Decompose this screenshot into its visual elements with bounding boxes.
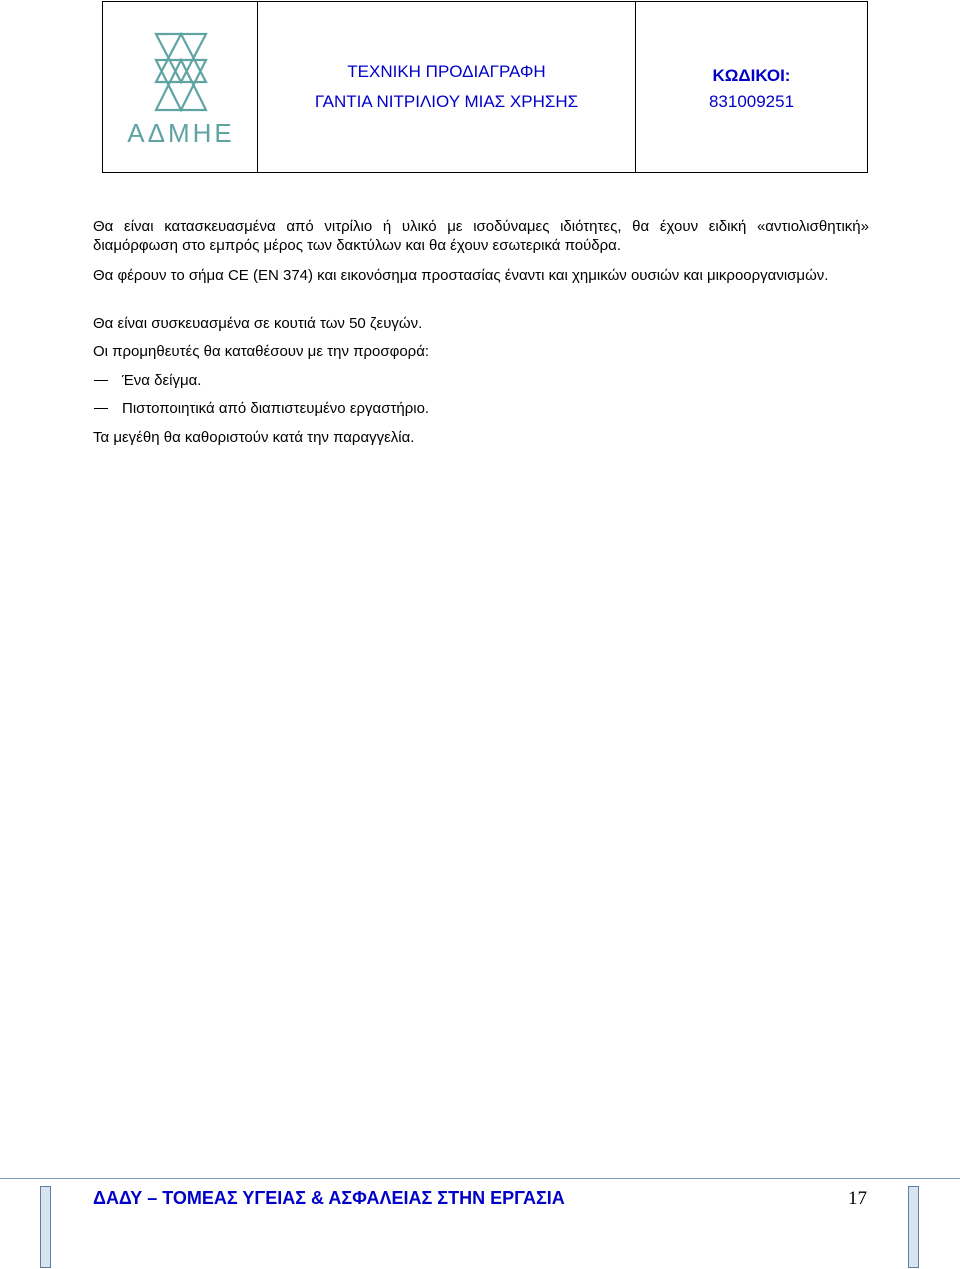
document-title: ΤΕΧΝΙΚΗ ΠΡΟΔΙΑΓΡΑΦΗ bbox=[347, 62, 546, 81]
list-item-text: Ένα δείγμα. bbox=[122, 372, 202, 389]
dash-bullet-icon bbox=[94, 408, 108, 409]
paragraph-sizes: Τα μεγέθη θα καθοριστούν κατά την παραγγελία. bbox=[93, 429, 415, 446]
code-value: 831009251 bbox=[708, 92, 795, 111]
list-item bbox=[93, 399, 429, 418]
footer-department: ΔΑΔΥ – ΤΟΜΕΑΣ ΥΓΕΙΑΣ & ΑΣΦΑΛΕΙΑΣ ΣΤΗΝ ΕΡΓΑΣΙΑ bbox=[93, 1188, 565, 1208]
footer-right-bar bbox=[908, 1186, 919, 1268]
paragraph-ce-mark: Θα φέρουν το σήμα CE (EN 374) και εικονόσημα προστασίας έναντι και χημικών ουσιών και μικροοργανισμών. bbox=[93, 267, 829, 284]
document-subtitle: ΓΑΝΤΙΑ ΝΙΤΡΙΛΙΟΥ ΜΙΑΣ ΧΡΗΣΗΣ bbox=[314, 92, 579, 111]
paragraph-packaging: Θα είναι συσκευασμένα σε κουτιά των 50 ζευγών. bbox=[93, 315, 423, 332]
paragraph-suppliers: Οι προμηθευτές θα καταθέσουν με την προσφορά: bbox=[93, 343, 430, 360]
codes-label: ΚΩΔΙΚΟΙ: bbox=[712, 66, 791, 85]
title-cell bbox=[258, 2, 636, 172]
admie-logo bbox=[121, 22, 241, 147]
list-item bbox=[93, 371, 201, 390]
list-item-text: Πιστοποιητικά από διαπιστευμένο εργαστήριο. bbox=[122, 400, 430, 417]
svg-text:ΑΔΜΗΕ: ΑΔΜΗΕ bbox=[127, 118, 235, 147]
header-table bbox=[102, 1, 868, 173]
code-cell bbox=[636, 2, 867, 172]
paragraph-materials: Θα είναι κατασκευασμένα από νιτρίλιο ή υλικό με ισοδύναμες ιδιότητες, θα έχουν ειδική «αντιολισθητική» διαμόρφωση στο εμπρός μέρος των δακτύλων και θα έχουν εσωτερικά πούδρα. bbox=[93, 218, 869, 254]
footer-rule bbox=[0, 1178, 960, 1179]
logo-cell bbox=[103, 2, 258, 172]
dash-bullet-icon bbox=[94, 380, 108, 381]
footer-left-bar bbox=[40, 1186, 51, 1268]
page-number: 17 bbox=[848, 1188, 867, 1209]
